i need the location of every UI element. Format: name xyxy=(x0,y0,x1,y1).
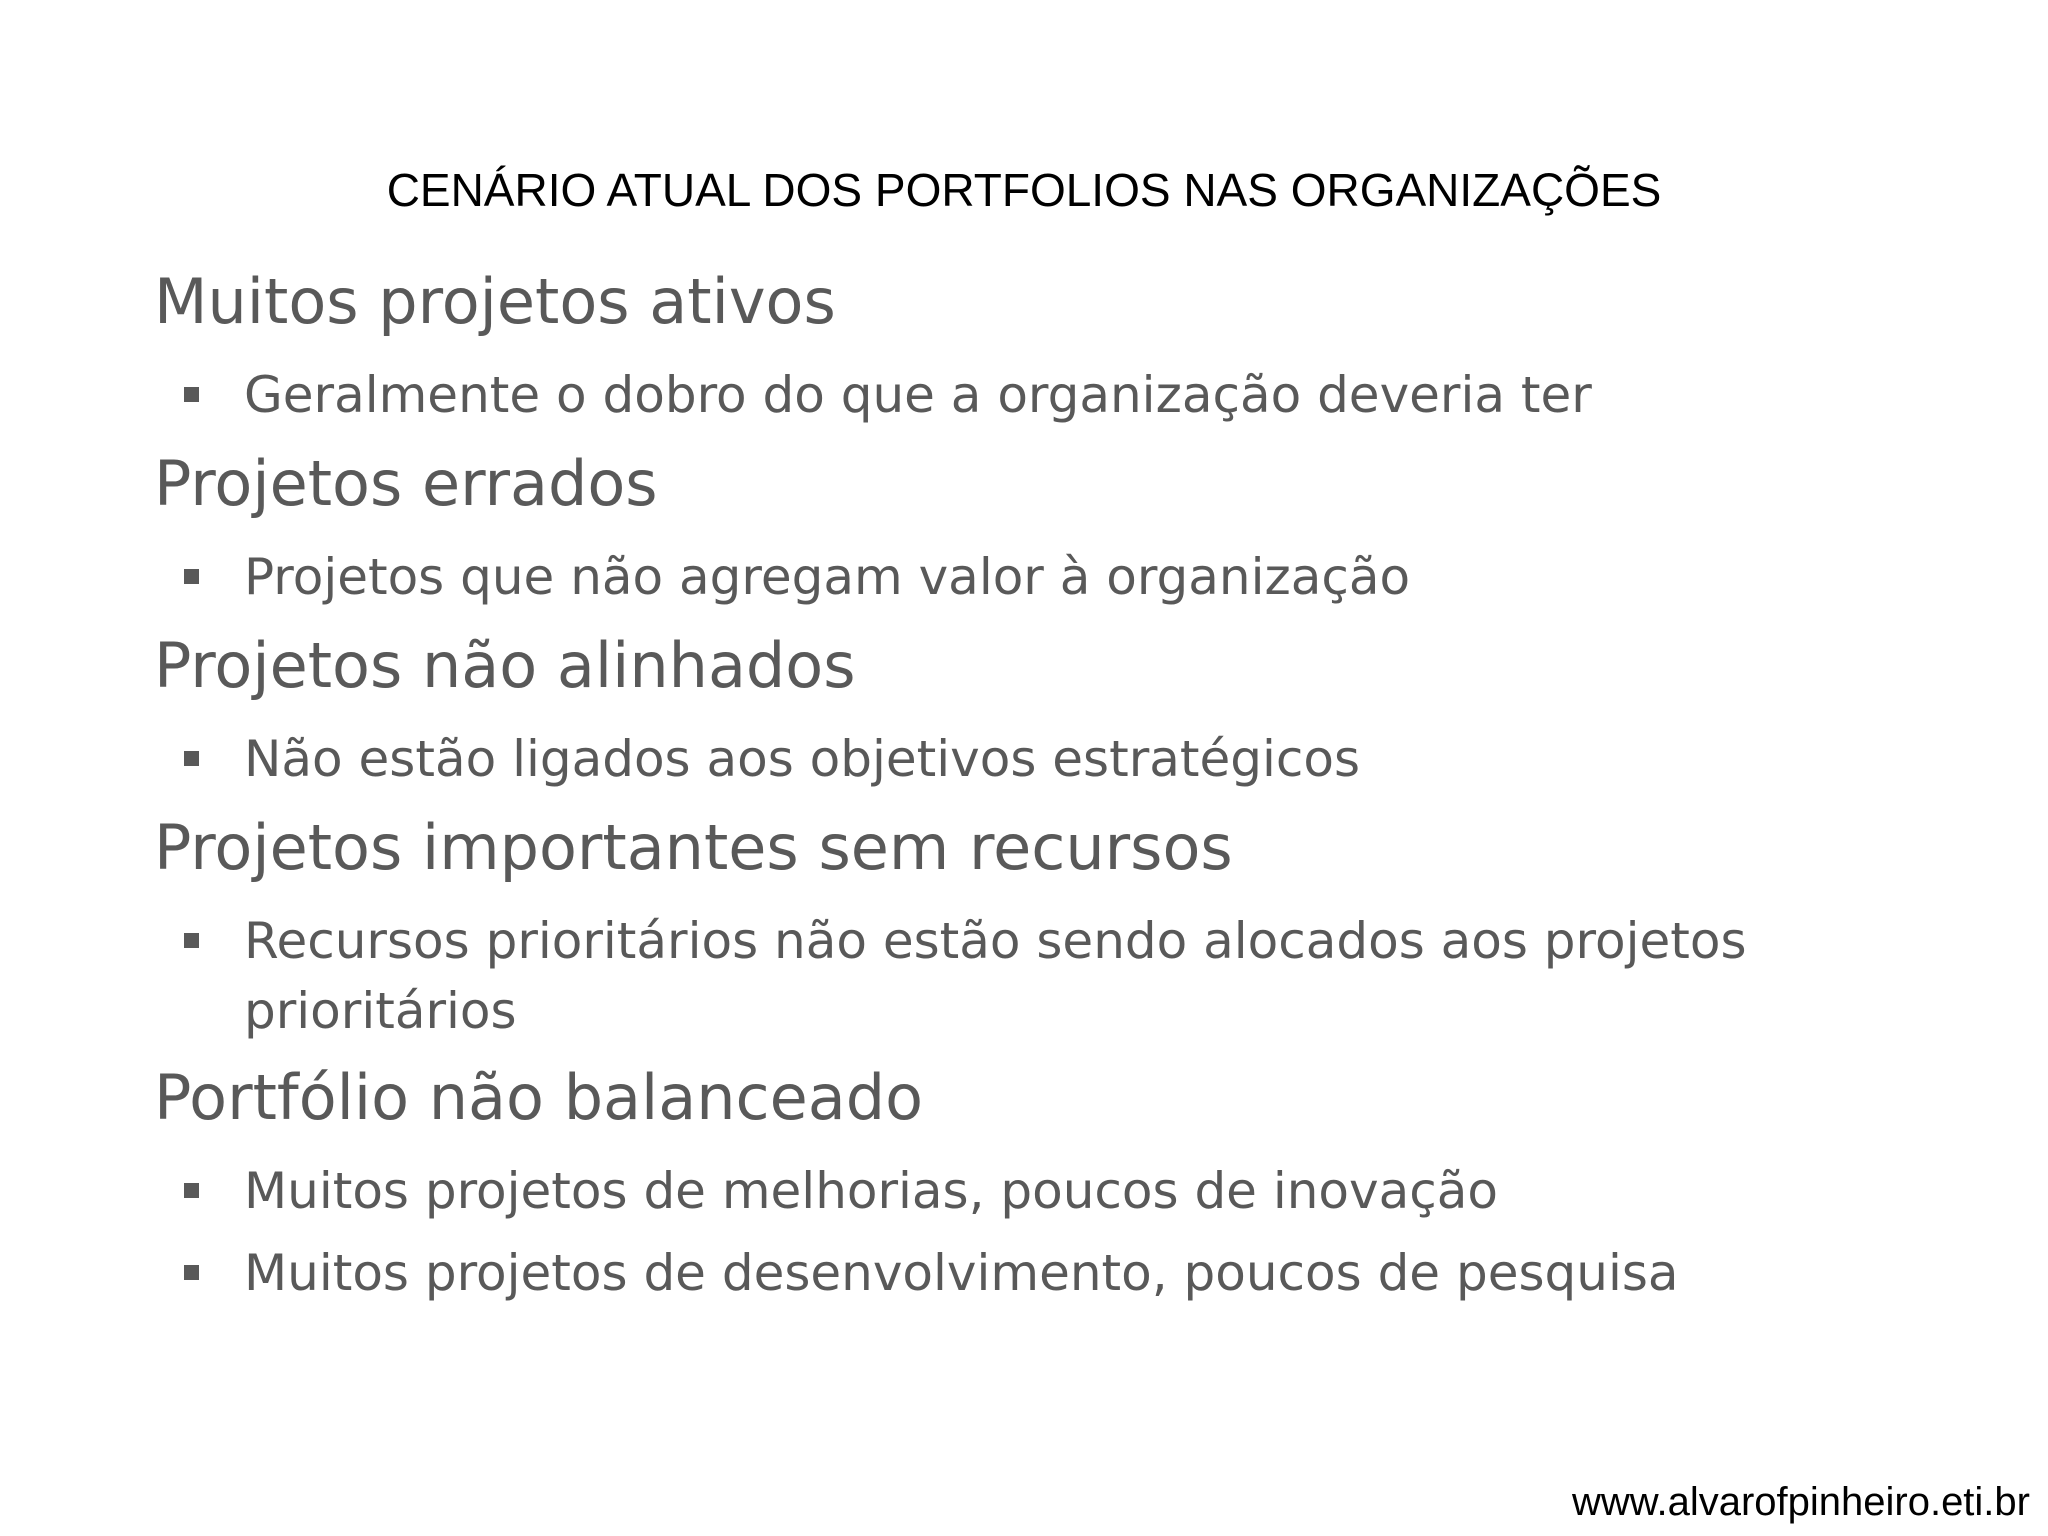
heading-projetos-importantes-sem-recursos: Projetos importantes sem recursos xyxy=(154,811,1233,884)
bullet-item xyxy=(244,724,1964,794)
square-bullet-icon xyxy=(184,1183,199,1198)
bullet-text: Projetos que não agregam valor à organização xyxy=(244,548,1411,606)
bullet-text: Não estão ligados aos objetivos estratégicos xyxy=(244,730,1361,788)
bullet-item xyxy=(244,1238,1964,1308)
heading-muitos-projetos-ativos: Muitos projetos ativos xyxy=(154,265,836,338)
heading-portfolio-nao-balanceado: Portfólio não balanceado xyxy=(154,1061,924,1134)
slide-title: CENÁRIO ATUAL DOS PORTFOLIOS NAS ORGANIZAÇÕES xyxy=(386,164,1662,216)
heading-projetos-errados: Projetos errados xyxy=(154,447,658,520)
square-bullet-icon xyxy=(184,751,199,766)
bullet-item xyxy=(244,542,1964,612)
bullet-item xyxy=(244,360,1964,430)
bullet-item xyxy=(244,906,1964,1046)
heading-projetos-nao-alinhados: Projetos não alinhados xyxy=(154,629,856,702)
bullet-text: Muitos projetos de desenvolvimento, poucos de pesquisa xyxy=(244,1244,1679,1302)
square-bullet-icon xyxy=(184,1265,199,1280)
square-bullet-icon xyxy=(184,569,199,584)
bullet-text: Recursos prioritários não estão sendo alocados aos projetos prioritários xyxy=(244,912,1747,1040)
bullet-text: Geralmente o dobro do que a organização deveria ter xyxy=(244,366,1592,424)
square-bullet-icon xyxy=(184,387,199,402)
footer-url: www.alvarofpinheiro.eti.br xyxy=(1572,1480,2030,1524)
bullet-text: Muitos projetos de melhorias, poucos de inovação xyxy=(244,1162,1498,1220)
bullet-item xyxy=(244,1156,1964,1226)
square-bullet-icon xyxy=(184,933,199,948)
